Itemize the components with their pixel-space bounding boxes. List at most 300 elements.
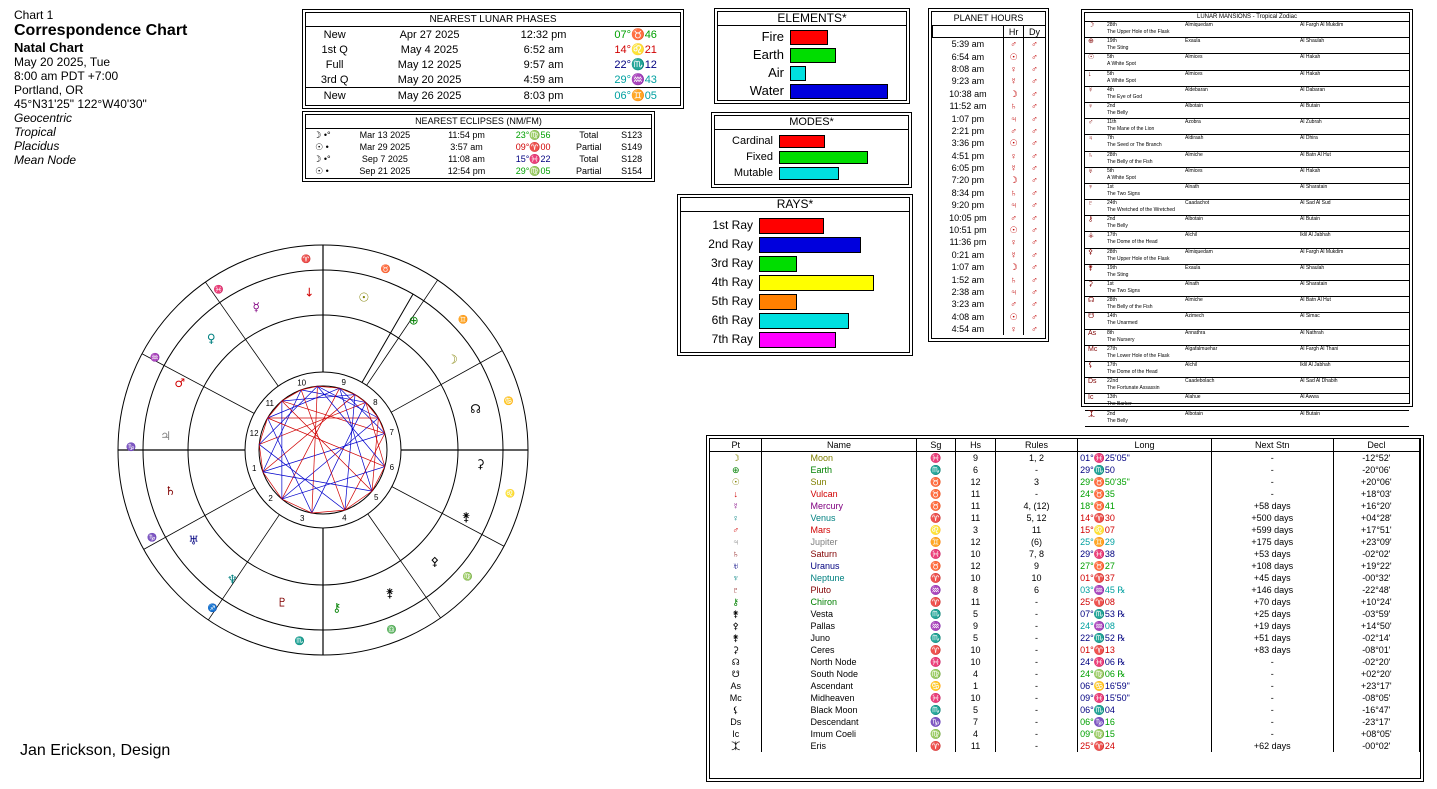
planet-long: 06°♑16 <box>1078 716 1212 728</box>
mansion-arabic-name: Al Sad Al Dhabih <box>1300 378 1338 385</box>
planet-rules: - <box>995 608 1077 620</box>
hour-ruler: ♄ <box>1004 100 1024 112</box>
bar-fill <box>790 30 828 45</box>
planet-glyph: ♄ <box>165 483 176 498</box>
planet-sym: ♂ <box>710 524 762 536</box>
planet-decl: +08°05' <box>1333 728 1419 740</box>
hour-ruler: ☿ <box>1004 162 1024 174</box>
mansion-number: 11th <box>1107 119 1117 126</box>
bar-fill <box>759 275 874 291</box>
planet-name: Midheaven <box>762 692 916 704</box>
phase-date: May 4 2025 <box>400 43 459 56</box>
planet-sym: ⊕ <box>710 464 762 476</box>
mansion-description: The Belly of the Fish <box>1107 304 1153 311</box>
house-number: 11 <box>265 398 274 408</box>
planet-rules: - <box>995 644 1077 656</box>
planet-glyph: ⚵ <box>385 586 395 601</box>
mansion-symbol: ☊ <box>1088 297 1095 305</box>
phase-time: 4:59 am <box>523 73 564 86</box>
planet-hs: 11 <box>956 512 996 524</box>
planet-next: +62 days <box>1211 740 1333 752</box>
bar-label: Air <box>768 65 784 80</box>
phase-date: May 20 2025 <box>397 73 462 86</box>
mansion-number: 17th <box>1107 232 1117 239</box>
planet-long: 06°♋16'59" <box>1078 680 1212 692</box>
mansion-row <box>1085 54 1409 70</box>
hour-ruler: ♄ <box>1004 273 1024 285</box>
planet-long: 25°♊29 <box>1078 536 1212 548</box>
mansion-symbol: Ds <box>1088 378 1097 386</box>
aspect-line <box>282 388 340 499</box>
planet-long: 25°♈08 <box>1078 596 1212 608</box>
planet-hs: 4 <box>956 668 996 680</box>
planet-next: - <box>1211 464 1333 476</box>
rays-title: RAYS* <box>681 198 909 212</box>
eclipse-date: Sep 21 2025 <box>359 166 411 176</box>
hour-ruler: ♂ <box>1004 38 1024 51</box>
planet-row <box>710 548 1420 560</box>
mansion-row <box>1085 38 1409 54</box>
planet-decl: +18°03' <box>1333 488 1419 500</box>
aspect-line <box>265 388 340 418</box>
hour-time: 9:20 pm <box>951 200 985 211</box>
planet-hs: 10 <box>956 644 996 656</box>
planet-hours-title: PLANET HOURS <box>932 12 1045 26</box>
rays-panel <box>680 197 910 353</box>
chart-title: Correspondence Chart <box>14 22 188 39</box>
mansion-row <box>1085 152 1409 168</box>
mansion-row <box>1085 411 1409 427</box>
column-header: Hs <box>956 439 996 452</box>
mansion-symbol: ⚵ <box>1088 264 1094 272</box>
mansion-symbol: ♃ <box>1088 135 1094 143</box>
planet-glyph: ♅ <box>188 533 199 548</box>
hour-time: 1:07 pm <box>951 113 985 124</box>
planet-glyph: ☉ <box>358 290 370 305</box>
planet-hs: 10 <box>956 548 996 560</box>
mansion-arabic-name: Al Nathrah <box>1300 329 1324 336</box>
mansion-arabic-name: Al Dhira <box>1300 135 1318 142</box>
planet-rules: 6 <box>995 584 1077 596</box>
mansion-arabic-name: Al Sharatain <box>1300 183 1328 190</box>
bar-fill <box>790 48 836 63</box>
hours-col-time <box>933 26 1004 38</box>
bar-fill <box>790 84 888 99</box>
planet-sg: ♉ <box>916 488 956 500</box>
eclipse-pos: 09°♈00 <box>515 141 551 152</box>
planet-rules: 5, 12 <box>995 512 1077 524</box>
eclipse-row <box>306 153 651 165</box>
lunar-phase-row <box>306 42 680 57</box>
planet-name: Earth <box>762 464 916 476</box>
planet-name: Vulcan <box>762 488 916 500</box>
hour-row <box>933 137 1046 149</box>
mansion-row <box>1085 135 1409 151</box>
planet-long: 24°♓06 ℞ <box>1078 656 1212 668</box>
day-ruler: ♂ <box>1023 125 1045 137</box>
planet-glyph: ♃ <box>160 429 171 444</box>
hour-row <box>933 100 1046 112</box>
planet-hours-panel <box>931 11 1046 339</box>
hour-time: 4:08 am <box>951 311 985 322</box>
planet-hs: 1 <box>956 680 996 692</box>
hour-ruler: ♀ <box>1004 150 1024 162</box>
planet-name: Uranus <box>762 560 916 572</box>
aspect-line <box>345 491 372 510</box>
planet-sym: ♃ <box>710 536 762 548</box>
mansion-row <box>1085 313 1409 329</box>
lunar-mansions-panel <box>1084 12 1410 424</box>
planet-hs: 5 <box>956 704 996 716</box>
bar-label: Earth <box>752 47 784 62</box>
planet-next: - <box>1211 692 1333 704</box>
planet-name: Chiron <box>762 596 916 608</box>
planet-row <box>710 644 1420 656</box>
planet-hs: 7 <box>956 716 996 728</box>
mansion-latin-name: Almiche <box>1185 151 1203 158</box>
mansion-description: The Sting <box>1107 45 1129 52</box>
planet-sg: ♓ <box>916 656 956 668</box>
planet-row <box>710 572 1420 584</box>
mansion-arabic-name: Al Fargh Al Mukdim <box>1300 248 1344 255</box>
hour-ruler: ♂ <box>1004 125 1024 137</box>
column-header: Long <box>1078 439 1212 452</box>
hour-time: 1:52 am <box>951 274 985 285</box>
day-ruler: ♂ <box>1023 236 1045 248</box>
planet-decl: -00°32' <box>1333 572 1419 584</box>
mansion-number: 24th <box>1107 200 1117 207</box>
day-ruler: ♂ <box>1023 249 1045 261</box>
planet-next: +58 days <box>1211 500 1333 512</box>
planet-glyph: ☿ <box>252 299 260 314</box>
eclipse-type: Total <box>579 154 599 164</box>
mansion-description: The Belly <box>1107 109 1128 116</box>
planet-glyph: ♀ <box>206 331 216 346</box>
mansion-description: The Nursery <box>1107 336 1135 343</box>
hour-time: 6:05 pm <box>951 163 985 174</box>
mansion-latin-name: Almices <box>1185 167 1203 174</box>
planet-sym: ↓ <box>710 488 762 500</box>
mansion-number: 1st <box>1107 183 1114 190</box>
planet-long: 24°♒08 <box>1078 620 1212 632</box>
hour-time: 10:05 pm <box>949 212 987 223</box>
planet-rules: - <box>995 656 1077 668</box>
mansion-latin-name: Caadachot <box>1185 200 1210 207</box>
planet-row <box>710 452 1420 465</box>
planet-rules: - <box>995 668 1077 680</box>
mansion-description: A White Spot <box>1107 174 1136 181</box>
hour-ruler: ☉ <box>1004 50 1024 62</box>
phase-name: Full <box>325 58 344 71</box>
mansion-description: The Eye of God <box>1107 93 1143 100</box>
planet-row <box>710 488 1420 500</box>
planet-sg: ♍ <box>916 728 956 740</box>
planet-next: +70 days <box>1211 596 1333 608</box>
planet-hs: 10 <box>956 572 996 584</box>
planet-decl: -08°05' <box>1333 692 1419 704</box>
bar-label: Water <box>749 83 784 98</box>
planet-decl: -02°20' <box>1333 656 1419 668</box>
hour-row <box>933 273 1046 285</box>
lunar-phases-table <box>306 27 680 103</box>
planet-row <box>710 704 1420 716</box>
planet-decl: -20°06' <box>1333 464 1419 476</box>
bar-fill <box>779 135 825 148</box>
mansion-row <box>1085 281 1409 297</box>
planet-long: 22°♏52 ℞ <box>1078 632 1212 644</box>
eclipse-date: Mar 29 2025 <box>359 142 411 152</box>
chart-number: Chart 1 <box>14 8 54 22</box>
mansion-row <box>1085 378 1409 394</box>
planet-sg: ♓ <box>916 452 956 465</box>
mansion-arabic-name: Al Hakah <box>1300 70 1321 77</box>
mansion-description: The Barker <box>1107 401 1132 408</box>
cusp-label: ♎ <box>386 625 397 635</box>
planet-next: - <box>1211 656 1333 668</box>
mansion-arabic-name: Al Shaulah <box>1300 38 1325 45</box>
column-header: Rules <box>995 439 1077 452</box>
eclipse-row <box>306 165 651 177</box>
mansion-row <box>1085 265 1409 281</box>
planet-row <box>710 620 1420 632</box>
mansion-symbol: Mc <box>1088 345 1098 353</box>
planet-next: +83 days <box>1211 644 1333 656</box>
mansion-number: 7th <box>1107 135 1114 142</box>
eclipse-time: 3:57 am <box>450 142 483 152</box>
planet-sym: ♀ <box>710 512 762 524</box>
day-ruler: ♂ <box>1023 323 1045 335</box>
cusp-label: ♏ <box>294 636 305 646</box>
planet-row <box>710 608 1420 620</box>
mansion-symbol: ☿ <box>1088 86 1094 94</box>
mansion-row <box>1085 184 1409 200</box>
planet-rules: 10 <box>995 572 1077 584</box>
mansion-arabic-name: Al Simac <box>1300 313 1320 320</box>
bar-fill <box>759 294 797 310</box>
mansion-number: 4th <box>1107 86 1114 93</box>
house-number: 6 <box>389 463 395 473</box>
hour-ruler: ♂ <box>1004 298 1024 310</box>
mansion-latin-name: Almices <box>1185 54 1203 61</box>
mansion-row <box>1085 71 1409 87</box>
mansion-description: The Mane of the Lion <box>1107 126 1155 133</box>
hour-time: 4:51 pm <box>951 150 985 161</box>
cusp-label: ♍ <box>462 571 473 581</box>
day-ruler: ♂ <box>1023 112 1045 124</box>
planet-decl: +10°24' <box>1333 596 1419 608</box>
planet-sym: As <box>710 680 762 692</box>
planet-name: Eris <box>762 740 916 752</box>
hour-ruler: ☽ <box>1004 88 1024 100</box>
mansion-symbol: ⚷ <box>1088 216 1094 224</box>
planet-sym: ♆ <box>710 572 762 584</box>
aspect-line <box>340 388 355 394</box>
planet-long: 09°♍15 <box>1078 728 1212 740</box>
planet-row <box>710 536 1420 548</box>
planet-name: Venus <box>762 512 916 524</box>
hour-row <box>933 236 1046 248</box>
planet-sg: ♈ <box>916 740 956 752</box>
planet-name: Neptune <box>762 572 916 584</box>
planet-rules: - <box>995 740 1077 752</box>
planet-glyph: ⚵ <box>461 509 471 524</box>
mansion-row <box>1085 394 1409 410</box>
mansion-number: 14th <box>1107 313 1117 320</box>
house-cusp-line <box>144 488 255 550</box>
house-cusp-line <box>142 354 254 414</box>
hour-ruler: ♂ <box>1004 211 1024 223</box>
planet-sym: ☊ <box>710 656 762 668</box>
planet-rules: - <box>995 488 1077 500</box>
mansion-arabic-name: Al Zubrah <box>1300 119 1322 126</box>
hour-ruler: ☉ <box>1004 224 1024 236</box>
planet-long: 24°♍06 ℞ <box>1078 668 1212 680</box>
planet-sg: ♈ <box>916 596 956 608</box>
cusp-label: ♌ <box>505 489 516 499</box>
planet-sym: ⚸ <box>710 704 762 716</box>
planet-row <box>710 728 1420 740</box>
phase-name: 1st Q <box>321 43 348 56</box>
eclipse-sym: ☉ • <box>315 165 329 176</box>
planet-decl: -00°02' <box>1333 740 1419 752</box>
planet-row <box>710 512 1420 524</box>
hours-col-dy: Dy <box>1023 26 1045 38</box>
bar-fill <box>779 167 839 180</box>
planet-glyph: ⚳ <box>476 456 485 471</box>
planet-next: +51 days <box>1211 632 1333 644</box>
eclipse-row <box>306 141 651 153</box>
mansion-description: The Sting <box>1107 271 1129 278</box>
planet-name: Jupiter <box>762 536 916 548</box>
mansion-row <box>1085 362 1409 378</box>
planet-long: 01°♈13 <box>1078 644 1212 656</box>
house-number: 9 <box>341 378 346 388</box>
planet-rules: - <box>995 464 1077 476</box>
day-ruler: ♂ <box>1023 211 1045 223</box>
planet-next: +175 days <box>1211 536 1333 548</box>
column-header: Name <box>762 439 916 452</box>
planet-name: North Node <box>762 656 916 668</box>
planet-sg: ♉ <box>916 500 956 512</box>
day-ruler: ♂ <box>1023 150 1045 162</box>
planet-decl: -03°59' <box>1333 608 1419 620</box>
day-ruler: ♂ <box>1023 50 1045 62</box>
aspect-line <box>282 499 312 513</box>
eclipse-type: Partial <box>575 142 602 152</box>
planet-name: Pallas <box>762 620 916 632</box>
planet-sym: ♇ <box>710 584 762 596</box>
phase-position: 07°♉46 <box>614 29 657 41</box>
mansion-arabic-name: Al Batn Al Hut <box>1300 151 1331 158</box>
planet-sym: Ds <box>710 716 762 728</box>
planet-decl: +23°09' <box>1333 536 1419 548</box>
planet-sg: ♋ <box>916 680 956 692</box>
bar-fill <box>759 218 824 234</box>
mansion-row <box>1085 103 1409 119</box>
mansion-symbol: ⯰ <box>1088 410 1096 418</box>
mansion-number: 22nd <box>1107 378 1119 385</box>
hour-ruler: ☿ <box>1004 249 1024 261</box>
planet-long: 14°♈30 <box>1078 512 1212 524</box>
planet-rules: 3 <box>995 476 1077 488</box>
day-ruler: ♂ <box>1023 38 1045 51</box>
hour-row <box>933 50 1046 62</box>
house-number: 3 <box>300 513 305 523</box>
planet-sg: ♒ <box>916 584 956 596</box>
option-tropical: Tropical <box>14 125 56 139</box>
planet-rules: - <box>995 692 1077 704</box>
mansion-symbol: ↓ <box>1088 70 1092 78</box>
planet-sg: ♏ <box>916 464 956 476</box>
mansion-number: 5th <box>1107 70 1114 77</box>
mansion-description: The Belly of the Fish <box>1107 158 1153 165</box>
planet-long: 25°♈24 <box>1078 740 1212 752</box>
hour-ruler: ♃ <box>1004 199 1024 211</box>
cusp-label: ♑ <box>126 442 137 452</box>
mansion-symbol: ♀ <box>1088 102 1094 110</box>
planet-decl: -22°48' <box>1333 584 1419 596</box>
planet-decl: +20°06' <box>1333 476 1419 488</box>
bar-label: Cardinal <box>732 135 773 147</box>
hour-ruler: ♀ <box>1004 323 1024 335</box>
eclipse-pos: 23°♍56 <box>515 129 551 140</box>
planet-name: Pluto <box>762 584 916 596</box>
planet-decl: -16°47' <box>1333 704 1419 716</box>
planet-row <box>710 716 1420 728</box>
planet-hs: 12 <box>956 560 996 572</box>
mansion-description: The Lower Hole of the Flask <box>1107 352 1170 359</box>
planet-hours-table <box>932 26 1045 335</box>
hour-row <box>933 112 1046 124</box>
hour-time: 11:36 pm <box>949 237 987 248</box>
hour-row <box>933 211 1046 223</box>
day-ruler: ♂ <box>1023 174 1045 186</box>
planet-name: Ascendant <box>762 680 916 692</box>
planet-sym: ☉ <box>710 476 762 488</box>
day-ruler: ♂ <box>1023 137 1045 149</box>
mansion-number: 5th <box>1107 54 1114 61</box>
planet-decl: -12°52' <box>1333 452 1419 465</box>
planet-next: - <box>1211 476 1333 488</box>
planet-name: Black Moon <box>762 704 916 716</box>
bar-fill <box>779 151 868 164</box>
planet-name: Mars <box>762 524 916 536</box>
mansion-arabic-name: Al Fargh Al Mukdim <box>1300 22 1344 28</box>
hour-row <box>933 88 1046 100</box>
planet-decl: -23°17' <box>1333 716 1419 728</box>
house-cusp-line <box>205 282 278 386</box>
planet-hs: 12 <box>956 536 996 548</box>
planet-glyph: ⚷ <box>332 600 342 615</box>
planet-name: Saturn <box>762 548 916 560</box>
planet-sym: ☋ <box>710 668 762 680</box>
phase-name: New <box>323 28 346 41</box>
planet-rules: - <box>995 680 1077 692</box>
planet-glyph: ⊕ <box>408 313 419 328</box>
planet-decl: -08°01' <box>1333 644 1419 656</box>
planet-sym: ☽ <box>710 452 762 465</box>
planet-glyph: ♇ <box>276 595 288 610</box>
elements-title: ELEMENTS* <box>718 12 906 26</box>
planet-name: South Node <box>762 668 916 680</box>
hour-time: 7:20 pm <box>951 175 985 186</box>
eclipse-time: 12:54 pm <box>447 166 486 176</box>
mansion-symbol: ♂ <box>1088 119 1094 127</box>
bar-label: 4th Ray <box>711 275 753 289</box>
planet-next: - <box>1211 728 1333 740</box>
house-number: 4 <box>342 513 347 523</box>
planet-long: 03°♒45 ℞ <box>1078 584 1212 596</box>
